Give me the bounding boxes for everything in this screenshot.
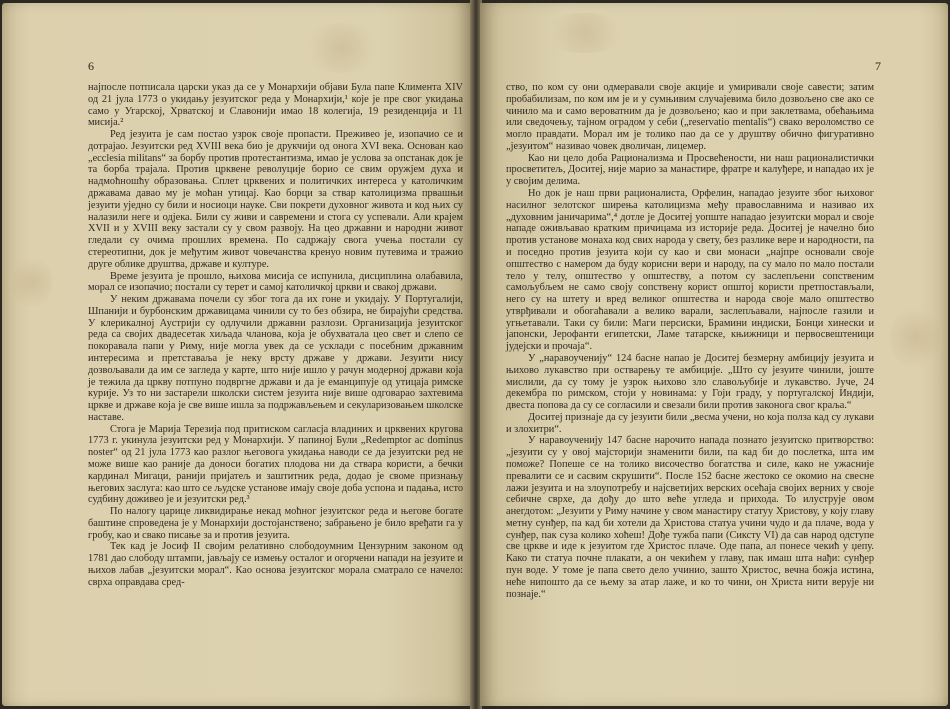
paragraph: Стога је Марија Терезија под притиском сагласја владиних и црквених кругова 1773 г. укинула језуитски ред у Монархији. У папиној Були „Redemptor ac dominus noster“ од 21 јула 1773 као разлог његовога укидања наводи се да језуитски ред не може више као раније да доноси богатих плодова ни да ствара користи, а бечки кардинал Мигаци, ранији пријатељ и заштитник реда, додао је своме признању његових заслуга: као што се људске установе имају своје доба успона и падања, исто судбину доживео је и језуитски ред.³ — [88, 423, 464, 506]
paragraph: Но док је наш први рационалиста, Орфелин, нападао језуите због њиховог насилног зелотског ширења католицизма међу православнима и називао их „духовним јаничарима“,⁴ дотле је Доситеј уопште нападао језуитски морал и своје нападе оживљавао кратким причицама из историје реда. Доситеј је начелно био против установе монаха код свих народа у свету, без разлике вере и народности, па и поседно против језуита који су као и сви монаси „најпре основали своје општество с намером да буду корисни вери и народу, па су мало по мало постали тело у телу, општество у општеству, а потом су заслепљени сопственим самољубљем не само своју сопствену корист општој користи претпостављали, него су на штету и вред великог општества и народа своје мало општество утврђивали и обогаћавали а велико варали, заслепљавали, најпосле газили и угњетавали. Таки су били: Маги персиски, Брамини индиски, Бонци хинески и јапонски, Јерофанти египетски, Ламе татарске, књижници и первосвештеници јудејски и прочаја“. — [506, 188, 874, 353]
paragraph: Као ни цело доба Рационализма и Просвећености, ни наш рационалистички просветитељ, Доситеј, није марио за манастире, фратре и калуђере, и нападао их је у својим делима. — [506, 152, 874, 188]
body-text — [88, 82, 463, 589]
body-text — [506, 82, 874, 600]
paragraph: најпосле потписала царски указ да се у Монархији објави Була папе Климента XIV од 21 јула 1773 о укидању језуитског реда у Монархији,¹ које је пре свог укидања само у Угарској, Хрватској и Славонији имао 18 колегија, 19 резиденција и 11 мисија.² — [88, 82, 463, 129]
paragraph: Време језуита је прошло, њихова мисија се испунила, дисциплина олабавила, морал се изопачио; постали су терет и самој католичкој цркви и свакој држави. — [88, 270, 463, 294]
paragraph: По налогу царице ликвидирање некад моћног језуитског реда и његове богате баштине спроведена је у Монархији достојанствено; забрањено је било вређати га у гробу, као и свако писање за и против језуита. — [88, 506, 463, 541]
page-number: 7 — [875, 59, 881, 73]
left-page — [2, 3, 472, 706]
paragraph: Тек кад је Јосиф II својим релативно слободоумним Цензурним законом од 1781 дао слободу штампи, јављају се измењу осталог и огорчени напади на језуите и њихов лабав „језуитски морал“. Као основа језуитског морала сматрало се начело: сврха оправдава сред- — [88, 541, 463, 588]
paragraph: У „наравоученију“ 124 басне напао је Доситеј безмерну амбицију језуита и њихово лукавство при остварењу те амбиције. „Што су језуите чинили, јоште мислили, да су тому је узрок њихово зло славољубије и лукавство. Јуче, 24 декембра по римском, стоји у новинама: у Гоји граду, у португалској Индији, двеста попова да су се согласили и свезали били против законога свог краља.“ — [506, 352, 874, 412]
page-number: 6 — [88, 59, 94, 73]
paragraph: У наравоученију 147 басне нарочито напада познато језуитско притворство: „језуити су у овој мајсторији знаменити били, па кад би до послетка, шта им поможе? Попеше се на толико височество богатства и силе, како не ужасније превалити се и сасвим скрушити“. После 152 басне жестоко се окомио на свесне лажи језуита и на злоупотребу и најсветијих верских осећаја својих верних у своје себичне сврхе, да дођу до што веће угледа и прихода. То илуструје овом анегдотом: „Језуити у Риму начине у свом манастиру статуу Христову, у коју главу метну сунђер, па кад би хотели да Христова статуа учини чудо и да плаче, вода у сунђер, пак суза колико хоћеш! Дође тужба папи (Сиксту VI) да сав народ одступе све цркве и иде к језуитом где Христос плаче. Оде папа, ал понесе чекић у џепу. Како ти статуа почне плакати, а он чекићем у главу, пак имаш шта нађи: сунђер пун воде. У томе је папа свето дело учинио, зашто Христос, вечна божја истина, неће нипошто да се њему за атар лаже, и ко то чини, он Христа нити верује ни познаје.“ — [506, 435, 874, 600]
paragraph: Доситеј признаје да су језуити били „весма учени, но која полза кад су лукави и злохитри“. — [506, 411, 874, 435]
paragraph: ство, по ком су они одмеравали своје акције и умиривали своје савести; затим пробабилизам, по ком им је и у сумњивим случајевима било дозвољено све ако се чинило ма и само вероватним да је дозвољено; као и при заклетвама, обећањима или сведочењу, тајном оградом у себи („reservatio mentalis“) свако вероломство се могло правдати. Морал им је толико пао да се у друштву обично фигуративно „језуитом“ називао човек дволичан, лицемер. — [506, 82, 874, 152]
paragraph: У неким државама почели су због тога да их гоне и укидају. У Португалији, Шпанији и бурбонским државицама чинили су то без обзира, не бирајући средства. У клерикалној Аустрији су одлучили државни разлози. Организација језуитског реда са својих двадесетак хиљада чланова, која је обухватала цео свет и слепо се покоравала папи у Риму, није могла увек да се усклади с посебним државним интересима и претставаља је неку врсту државе у држави. Језуити нису дозвољавали да им се загледа у карте, што није ишло у рачун модерној држави која је тежила да цркву потпуно подвргне држави и да је еманципује од утицаја римске курије. Уз то ни застарели школски систем језуита није више одговарао захтевима цркве и државе која је све више ишла за подржављењем и секуларизовањем школске наставе. — [88, 294, 463, 423]
paragraph: Ред језуита је сам постао узрок своје пропасти. Преживео је, изопачио се и дотрајао. Језуитски ред XVIII века био је друкчији од онога XVI века. Основан као „ecclesia militans“ за борбу против протестантизма, имао је услова за опстанак док је та борба трајала. Против црквене револуције борио се свим оружјем духа и надмоћношћу образовања. Сплет црквених и политичких интереса у католичким државама давао му је моћан утицај. Као борци за ствар католицизма првашњи језуити уједно су били и носиоци науке. Сви покрети духовног живота и код њих су налазили неге и одјека. Били су живи и савремени и стога су успевали. Али крајем XVII и у XVIII веку застали су у свом развоју. На цео државни и народни живот гледали су очима прошлих времена. По садржају свога учења постали су стереотипни, док је међутим живот човечанства кренуо новим путевима и тражио друге облике друштва, државе и културе. — [88, 129, 463, 270]
right-page — [480, 3, 948, 706]
